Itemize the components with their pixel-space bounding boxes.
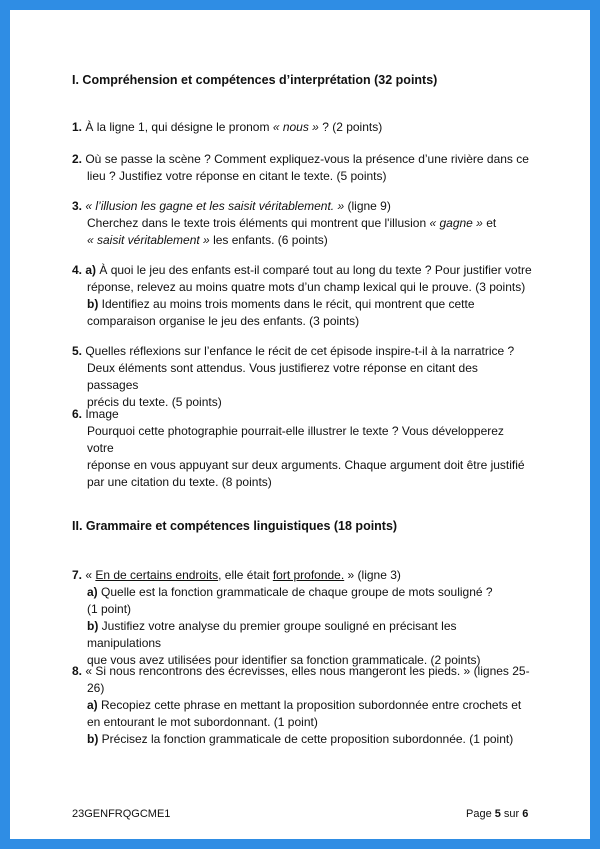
question-5-line-1: Quelles réflexions sur l’enfance le récit de cet épisode inspire-t-il à la narratrice ? bbox=[82, 344, 515, 358]
question-6 bbox=[72, 406, 532, 491]
question-5-line-2: Deux éléments sont attendus. Vous justifierez votre réponse en citant des passages bbox=[87, 361, 478, 392]
footer-total-pages: 6 bbox=[522, 808, 529, 820]
question-8-b-label: b) bbox=[87, 732, 99, 746]
question-7-a-label: a) bbox=[87, 585, 98, 599]
question-8-a-line-2: en entourant le mot subordonnant. (1 point) bbox=[87, 715, 318, 729]
footer-page-prefix: Page bbox=[466, 808, 495, 820]
question-3-ref: (ligne 9) bbox=[344, 199, 391, 213]
question-1 bbox=[72, 119, 532, 136]
question-3-saisit: « saisit véritablement » bbox=[87, 233, 210, 247]
question-7-a-line-2: (1 point) bbox=[87, 602, 132, 616]
footer-page-mid: sur bbox=[500, 808, 523, 820]
question-7-a-line-1: Quelle est la fonction grammaticale de chaque groupe de mots souligné ? bbox=[97, 585, 493, 599]
question-1-points: ? (2 points) bbox=[318, 120, 383, 134]
question-5 bbox=[72, 343, 532, 411]
question-3-gagne: « gagne » bbox=[429, 216, 483, 230]
question-7-b-line-1: Justifiez votre analyse du premier groupe souligné en précisant les manipulations bbox=[87, 619, 457, 650]
question-8-a-label: a) bbox=[87, 698, 98, 712]
question-1-italic: « nous » bbox=[272, 120, 319, 134]
footer-code: 23GENFRQGCME1 bbox=[72, 808, 171, 820]
question-4-b-line-2: comparaison organise le jeu des enfants. (3 points) bbox=[87, 314, 360, 328]
question-4-a-line-2: réponse, relevez au moins quatre mots d’un champ lexical qui le prouve. (3 points) bbox=[87, 280, 526, 294]
question-7-open: « bbox=[82, 568, 96, 582]
question-2-line-1: Où se passe la scène ? Comment expliquez-vous la présence d’une rivière dans ce bbox=[82, 152, 529, 166]
question-4-a-line-1: À quoi le jeu des enfants est-il comparé tout au long du texte ? Pour justifier votre bbox=[96, 263, 532, 277]
question-8-b-line-1: Précisez la fonction grammaticale de cette proposition subordonnée. (1 point) bbox=[98, 732, 514, 746]
question-8-number: 8. bbox=[72, 664, 83, 678]
question-5-number: 5. bbox=[72, 344, 83, 358]
question-7-b-line-2: que vous avez utilisées pour identifier sa fonction grammaticale. (2 points) bbox=[87, 653, 481, 667]
footer-page-number bbox=[466, 806, 528, 823]
question-2-line-2: lieu ? Justifiez votre réponse en citant le texte. (5 points) bbox=[87, 169, 387, 183]
question-4-a-label: a) bbox=[85, 263, 97, 277]
question-1-number: 1. bbox=[72, 120, 83, 134]
question-3-number: 3. bbox=[72, 199, 83, 213]
question-3 bbox=[72, 198, 532, 249]
question-7-close: » (ligne 3) bbox=[344, 568, 401, 582]
question-8-line-1: « Si nous rencontrons des écrevisses, elles nous mangeront les pieds. » (lignes 25- bbox=[82, 664, 530, 678]
question-2-number: 2. bbox=[72, 152, 83, 166]
question-7-underlined-2: fort profonde. bbox=[272, 568, 345, 582]
question-3-quote: « l’illusion les gagne et les saisit véritablement. » bbox=[82, 199, 345, 213]
question-6-number: 6. bbox=[72, 407, 83, 421]
question-8-a-line-1: Recopiez cette phrase en mettant la proposition subordonnée entre crochets et bbox=[97, 698, 522, 712]
question-5-line-3: précis du texte. (5 points) bbox=[87, 395, 222, 409]
question-7 bbox=[72, 567, 532, 669]
footer-current-page: 5 bbox=[494, 808, 501, 820]
question-4-b-line-1: Identifiez au moins trois moments dans le récit, qui montrent que cette bbox=[98, 297, 475, 311]
question-6-line-3: par une citation du texte. (8 points) bbox=[87, 475, 272, 489]
question-4 bbox=[72, 262, 532, 330]
question-8-line-2: 26) bbox=[87, 681, 105, 695]
question-3-line-3: les enfants. (6 points) bbox=[209, 233, 328, 247]
question-6-line-2: réponse en vous appuyant sur deux arguments. Chaque argument doit être justifié bbox=[87, 458, 525, 472]
question-2 bbox=[72, 151, 532, 185]
question-7-underlined-1: En de certains endroits bbox=[95, 568, 219, 582]
question-7-b-label: b) bbox=[87, 619, 99, 633]
question-4-b-label: b) bbox=[87, 297, 99, 311]
question-7-number: 7. bbox=[72, 568, 83, 582]
question-6-line-1: Pourquoi cette photographie pourrait-elle illustrer le texte ? Vous développerez votre bbox=[87, 424, 504, 455]
question-3-line-2: Cherchez dans le texte trois éléments qui montrent que l'illusion bbox=[87, 216, 430, 230]
question-7-mid: , elle était bbox=[218, 568, 273, 582]
question-6-title: Image bbox=[82, 407, 119, 421]
section-2-title: II. Grammaire et compétences linguistiques (18 points) bbox=[72, 519, 398, 533]
section-1-title: I. Compréhension et compétences d’interprétation (32 points) bbox=[72, 73, 438, 87]
question-4-number: 4. bbox=[72, 263, 83, 277]
question-1-text: À la ligne 1, qui désigne le pronom bbox=[82, 120, 273, 134]
question-8 bbox=[72, 663, 532, 748]
question-3-line-2-end: et bbox=[482, 216, 497, 230]
